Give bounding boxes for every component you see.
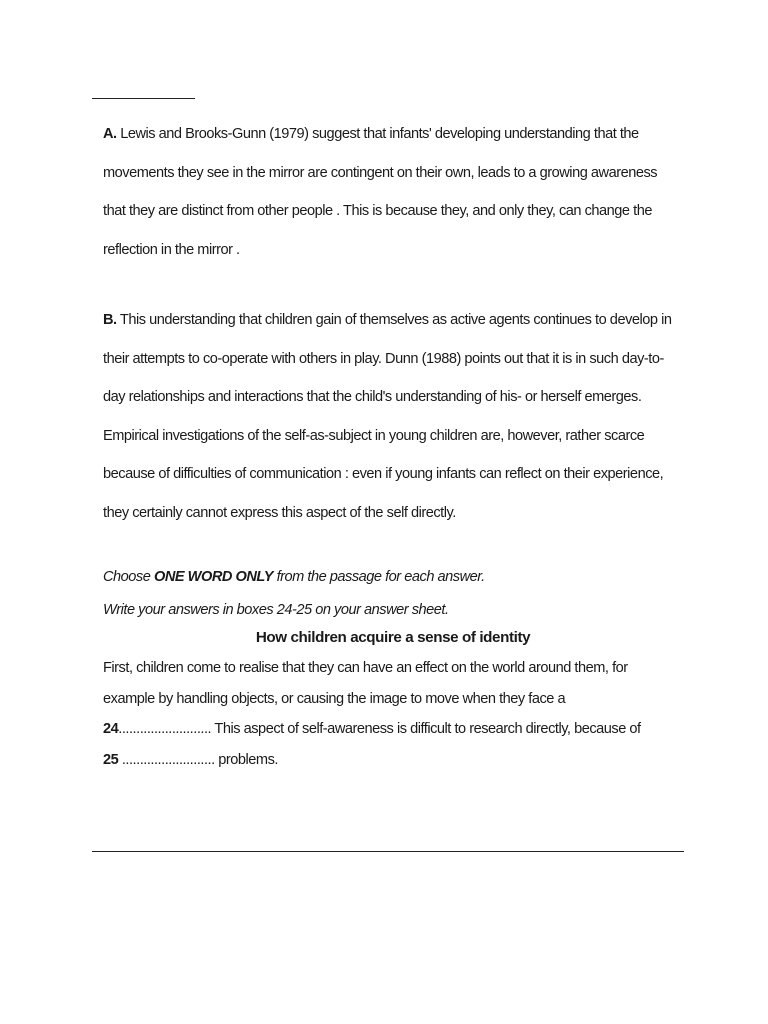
summary-title: How children acquire a sense of identity <box>255 629 531 646</box>
paragraph-a-label: A. <box>103 125 117 142</box>
reading-passage <box>103 115 683 775</box>
paragraph-a <box>103 115 679 269</box>
question-25-label: 25 <box>103 750 119 768</box>
instruction-line-2: Write your answers in boxes 24-25 on your answer sheet. <box>103 601 449 618</box>
question-25-blank[interactable]: .......................... <box>118 750 215 768</box>
paragraph-a-text: Lewis and Brooks-Gunn (1979) suggest that infants' developing understanding that the movements they see in the mirror are contingent on their own, leads to a growing awareness that they are distinct from other people . This is because they, and only they, can change the reflection in the mirror . <box>103 125 658 258</box>
instruction-prefix: Choose <box>103 568 154 585</box>
summary-sentence-2: This aspect of self-awareness is difficult to research directly, because of <box>211 720 641 737</box>
bottom-divider <box>92 851 684 852</box>
summary-sentence-3: problems. <box>214 750 278 768</box>
question-instructions <box>103 560 679 626</box>
instruction-suffix: from the passage for each answer. <box>272 568 485 585</box>
top-divider <box>92 98 195 99</box>
instruction-emphasis: ONE WORD ONLY <box>153 568 273 585</box>
paragraph-b-text: This understanding that children gain of themselves as active agents continues to develop in their attempts to co-operate with others in play. Dunn (1988) points out that it is in such day-to-day relationships and interactions that the child's understanding of his- or herself emerges. Empirical investigations of the self-as-subject in young children are, however, rather scarce because of difficulties of communication : even if young infants can reflect on their experience, they certainly cannot express this aspect of the self directly. <box>103 311 672 521</box>
paragraph-b-label: B. <box>103 311 117 328</box>
instruction-line-1 <box>103 560 679 593</box>
question-24-blank[interactable]: .......................... <box>118 720 212 737</box>
paragraph-b <box>103 301 679 532</box>
summary-text <box>103 653 679 775</box>
summary-sentence-1: First, children come to realise that they can have an effect on the world around them, for example by handling objects, or causing the image to move when they face a <box>103 659 628 707</box>
question-24-label: 24 <box>103 720 119 737</box>
